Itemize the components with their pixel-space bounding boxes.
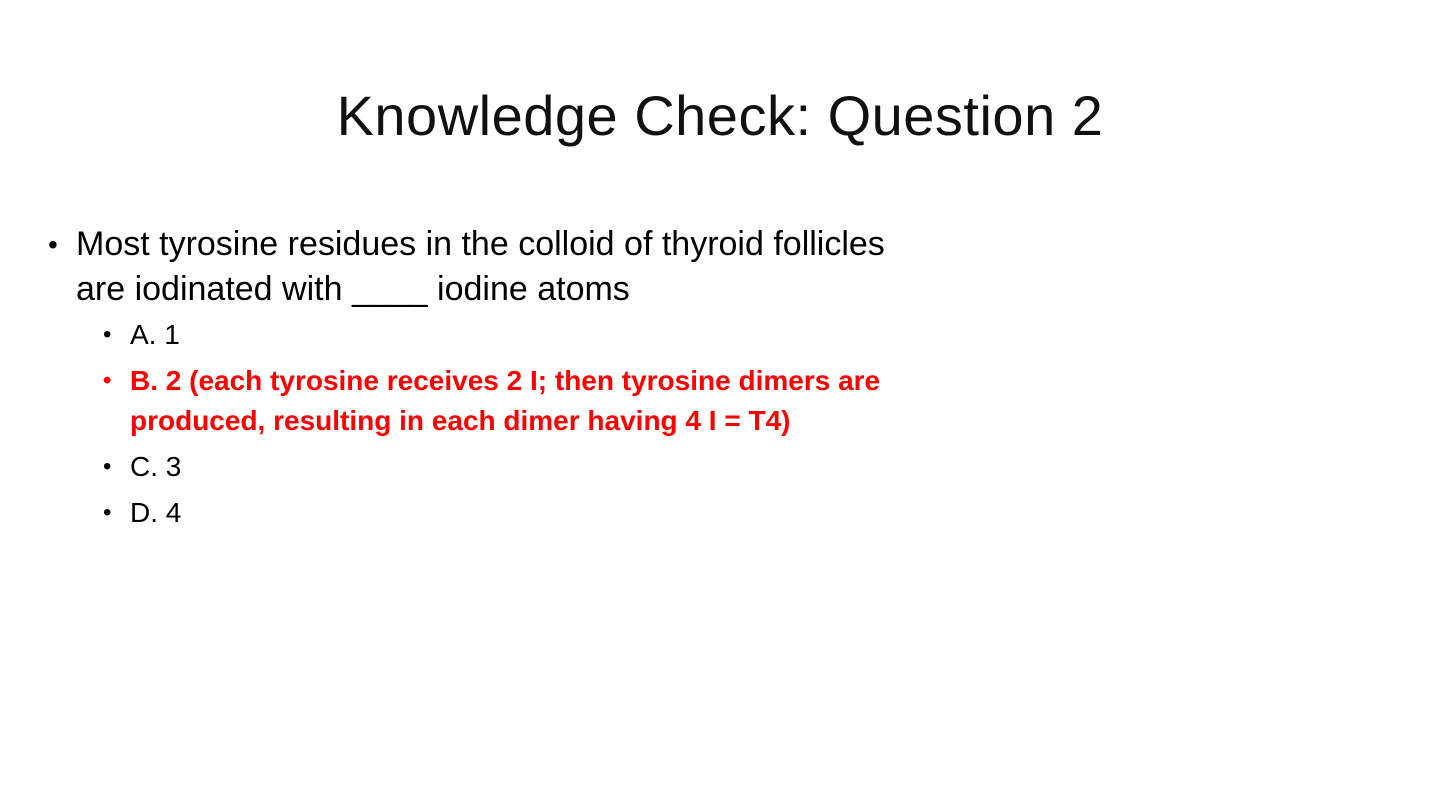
- slide-title: Knowledge Check: Question 2: [336, 84, 1104, 147]
- option-c: [103, 447, 918, 487]
- question-item: [48, 222, 918, 312]
- slide-content: [48, 222, 918, 539]
- option-a: [103, 315, 918, 355]
- bullet-icon: •: [103, 499, 112, 526]
- answer-options-list: [48, 315, 918, 533]
- option-c-text: C. 3: [130, 451, 182, 482]
- option-d: [103, 493, 918, 533]
- question-text: Most tyrosine residues in the colloid of thyroid follicles are iodinated with ____ iodine atoms: [76, 225, 885, 308]
- bullet-icon: •: [103, 453, 112, 480]
- option-b-text: B. 2 (each tyrosine receives 2 I; then tyrosine dimers are produced, resulting in each dimer having 4 I = T4): [130, 365, 881, 436]
- option-b-correct-answer: [103, 361, 920, 441]
- bullet-icon: •: [103, 367, 112, 394]
- option-a-text: A. 1: [130, 319, 180, 350]
- bullet-icon: •: [103, 321, 112, 348]
- bullet-icon: •: [48, 229, 58, 260]
- option-d-text: D. 4: [130, 497, 182, 528]
